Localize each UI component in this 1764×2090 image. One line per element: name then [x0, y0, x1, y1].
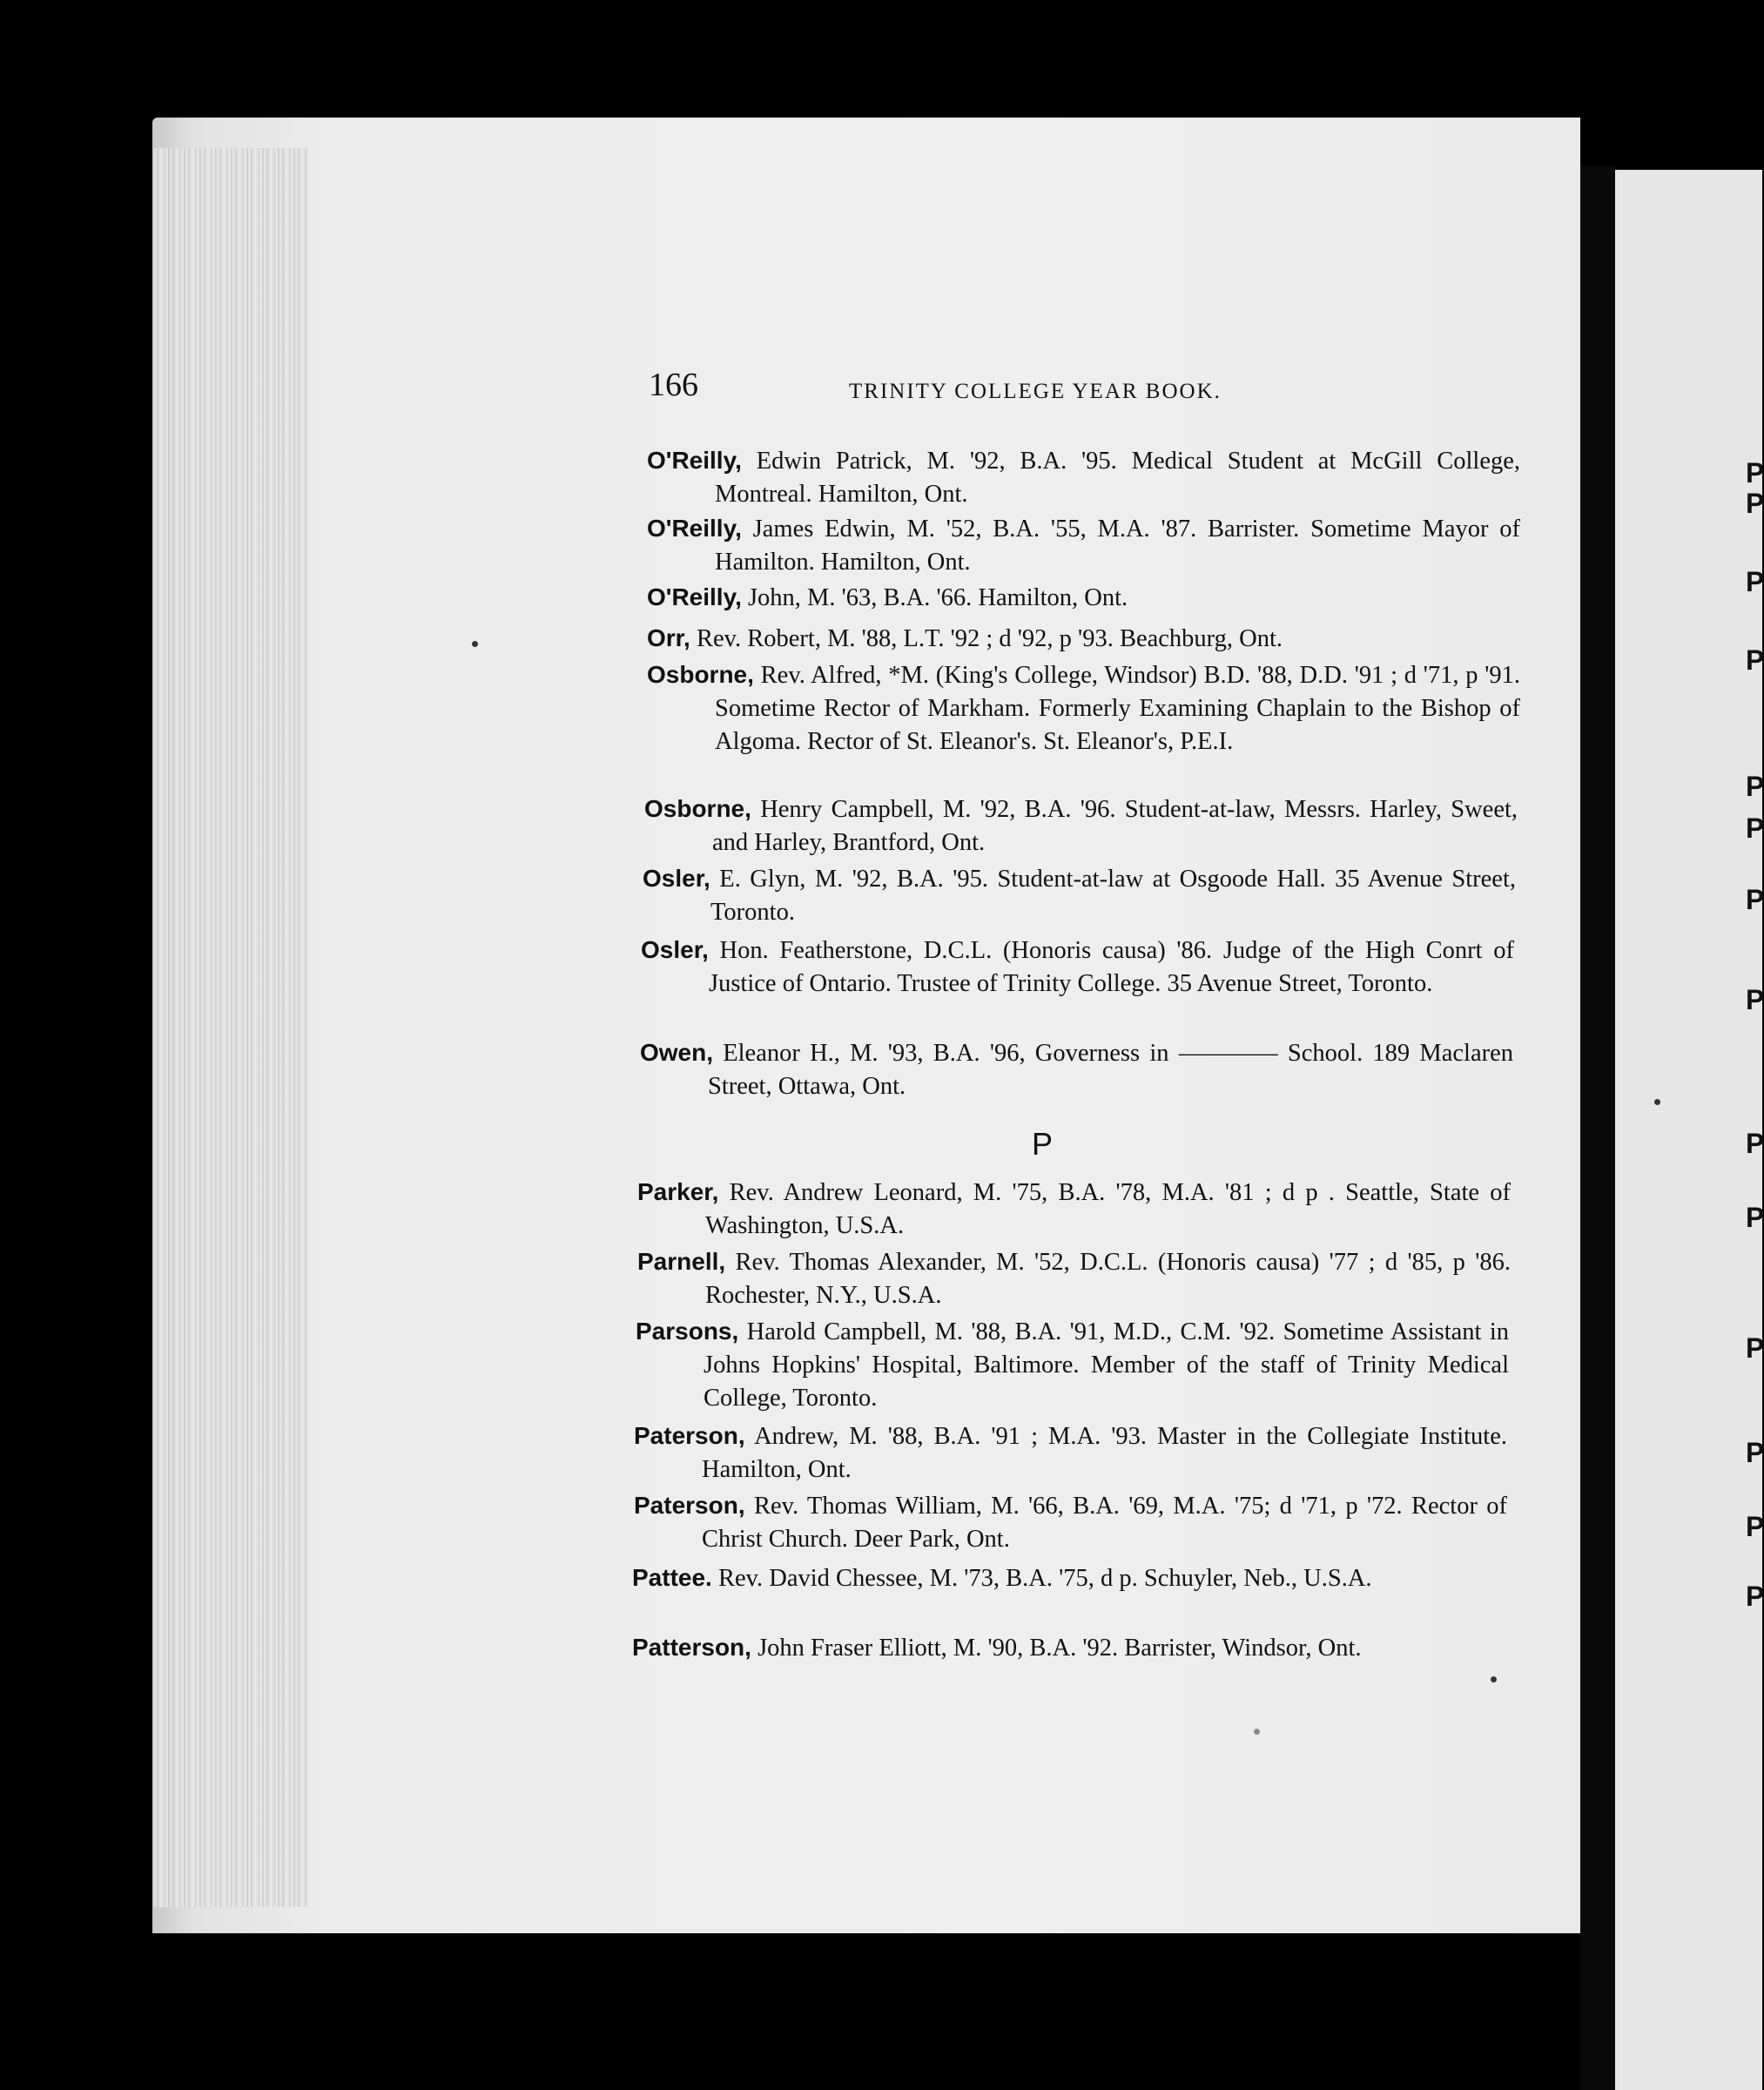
entry-surname: Osborne, — [647, 661, 754, 688]
facing-page-letter: P — [1746, 1202, 1764, 1233]
facing-page-letter: P — [1746, 884, 1764, 915]
directory-entry — [634, 1489, 1507, 1556]
entry-surname: O'Reilly, — [647, 515, 742, 542]
directory-entry — [644, 792, 1518, 860]
directory-entry — [637, 1176, 1511, 1243]
entry-details: Andrew, M. '88, B.A. '91 ; M.A. '93. Master in the Collegiate Institute. Hamilton, Ont. — [702, 1423, 1507, 1483]
book-gutter — [1580, 165, 1615, 2090]
directory-entry — [647, 622, 1520, 656]
entry-surname: Osler, — [641, 936, 709, 963]
entry-details: Harold Campbell, M. '88, B.A. '91, M.D., C.M. '92. Sometime Assistant in Johns Hopkins' Hospital, Baltimore. Member of the staff of Trinity Medical College, Toronto. — [704, 1318, 1509, 1412]
facing-page-letter: P — [1746, 771, 1764, 802]
entry-details: Edwin Patrick, M. '92, B.A. '95. Medical Student at McGill College, Montreal. Hamilton, Ont. — [715, 448, 1520, 508]
entry-surname: Pattee. — [632, 1564, 712, 1591]
directory-entry — [637, 1245, 1511, 1312]
facing-page-letter: P — [1746, 644, 1764, 676]
directory-entry — [647, 581, 1520, 615]
ink-speck — [1491, 1676, 1497, 1682]
facing-page-letter: P — [1746, 984, 1764, 1015]
directory-entry — [634, 1419, 1507, 1487]
facing-page-letter: P — [1746, 1581, 1764, 1612]
ink-speck — [1254, 1729, 1260, 1735]
ink-speck — [1654, 1099, 1660, 1105]
entry-surname: Parnell, — [637, 1248, 726, 1275]
directory-entry — [636, 1315, 1509, 1415]
entry-details: Rev. David Chessee, M. '73, B.A. '75, d p. Schuyler, Neb., U.S.A. — [717, 1565, 1372, 1592]
entry-details: James Edwin, M. '52, B.A. '55, M.A. '87. Barrister. Sometime Mayor of Hamilton. Hamilton, Ont. — [715, 516, 1521, 576]
entry-details: John, M. '63, B.A. '66. Hamilton, Ont. — [747, 584, 1128, 611]
facing-page-letter: P — [1746, 1128, 1764, 1159]
entry-details: Hon. Featherstone, D.C.L. (Honoris causa) '86. Judge of the High Conrt of Justice of Ontario. Trustee of Trinity College. 35 Avenue Street, Toronto. — [709, 937, 1514, 997]
directory-entry — [647, 658, 1520, 758]
entry-surname: O'Reilly, — [647, 447, 742, 474]
directory-entry — [632, 1631, 1505, 1665]
facing-page-letter: P — [1746, 1332, 1764, 1364]
entry-surname: Parsons, — [636, 1318, 739, 1345]
facing-page-letter: P — [1746, 1437, 1764, 1468]
page-edges — [152, 148, 309, 1907]
directory-entry — [632, 1561, 1505, 1595]
entry-surname: Patterson, — [632, 1634, 751, 1661]
entry-details: Rev. Robert, M. '88, L.T. '92 ; d '92, p '93. Beachburg, Ont. — [696, 625, 1283, 652]
entry-details: Rev. Alfred, *M. (King's College, Windsor) B.D. '88, D.D. '91 ; d '71, p '91. Sometime Rector of Markham. Formerly Examining Chaplain to the Bishop of Algoma. Rector of St. Eleanor's. St. Eleanor's, P.E.I. — [715, 662, 1520, 755]
entry-details: Rev. Thomas Alexander, M. '52, D.C.L. (Honoris causa) '77 ; d '85, p '86. Rochester, N.Y., U.S.A. — [705, 1249, 1511, 1309]
running-title: TRINITY COLLEGE YEAR BOOK. — [849, 380, 1222, 403]
entry-surname: Orr, — [647, 624, 690, 651]
directory-entry — [643, 862, 1516, 929]
facing-page-letter: P — [1746, 812, 1764, 844]
directory-entry — [640, 1036, 1513, 1103]
directory-entry — [641, 934, 1514, 1001]
entry-details: Eleanor H., M. '93, B.A. '96, Governess in ———— School. 189 Maclaren Street, Ottawa, Ont. — [708, 1040, 1514, 1100]
entry-surname: Osborne, — [644, 795, 751, 822]
entry-surname: Paterson, — [634, 1492, 745, 1519]
entry-surname: Osler, — [643, 865, 710, 892]
entry-details: Henry Campbell, M. '92, B.A. '96. Student-at-law, Messrs. Harley, Sweet, and Harley, Brantford, Ont. — [712, 796, 1518, 856]
facing-page-letter: P — [1746, 488, 1764, 519]
entry-details: John Fraser Elliott, M. '90, B.A. '92. Barrister, Windsor, Ont. — [757, 1635, 1362, 1662]
entry-surname: Owen, — [640, 1039, 714, 1066]
entry-details: Rev. Thomas William, M. '66, B.A. '69, M.A. '75; d '71, p '72. Rector of Christ Church. Deer Park, Ont. — [702, 1493, 1507, 1553]
page-number: 166 — [649, 367, 698, 403]
entry-surname: O'Reilly, — [647, 583, 742, 610]
facing-page-edge — [1615, 170, 1762, 2090]
facing-page-letter: P — [1746, 1511, 1764, 1542]
facing-page-letter: P — [1746, 457, 1764, 489]
entry-surname: Paterson, — [634, 1422, 745, 1449]
directory-entry — [647, 512, 1520, 579]
entry-details: E. Glyn, M. '92, B.A. '95. Student-at-law at Osgoode Hall. 35 Avenue Street, Toronto. — [710, 866, 1517, 926]
ink-speck — [472, 641, 478, 647]
directory-entry — [647, 444, 1520, 511]
facing-page-letter: P — [1746, 566, 1764, 597]
section-letter: P — [1032, 1126, 1054, 1162]
entry-details: Rev. Andrew Leonard, M. '75, B.A. '78, M.A. '81 ; d p . Seattle, State of Washington, U.S.A. — [705, 1179, 1511, 1239]
entry-surname: Parker, — [637, 1178, 719, 1205]
